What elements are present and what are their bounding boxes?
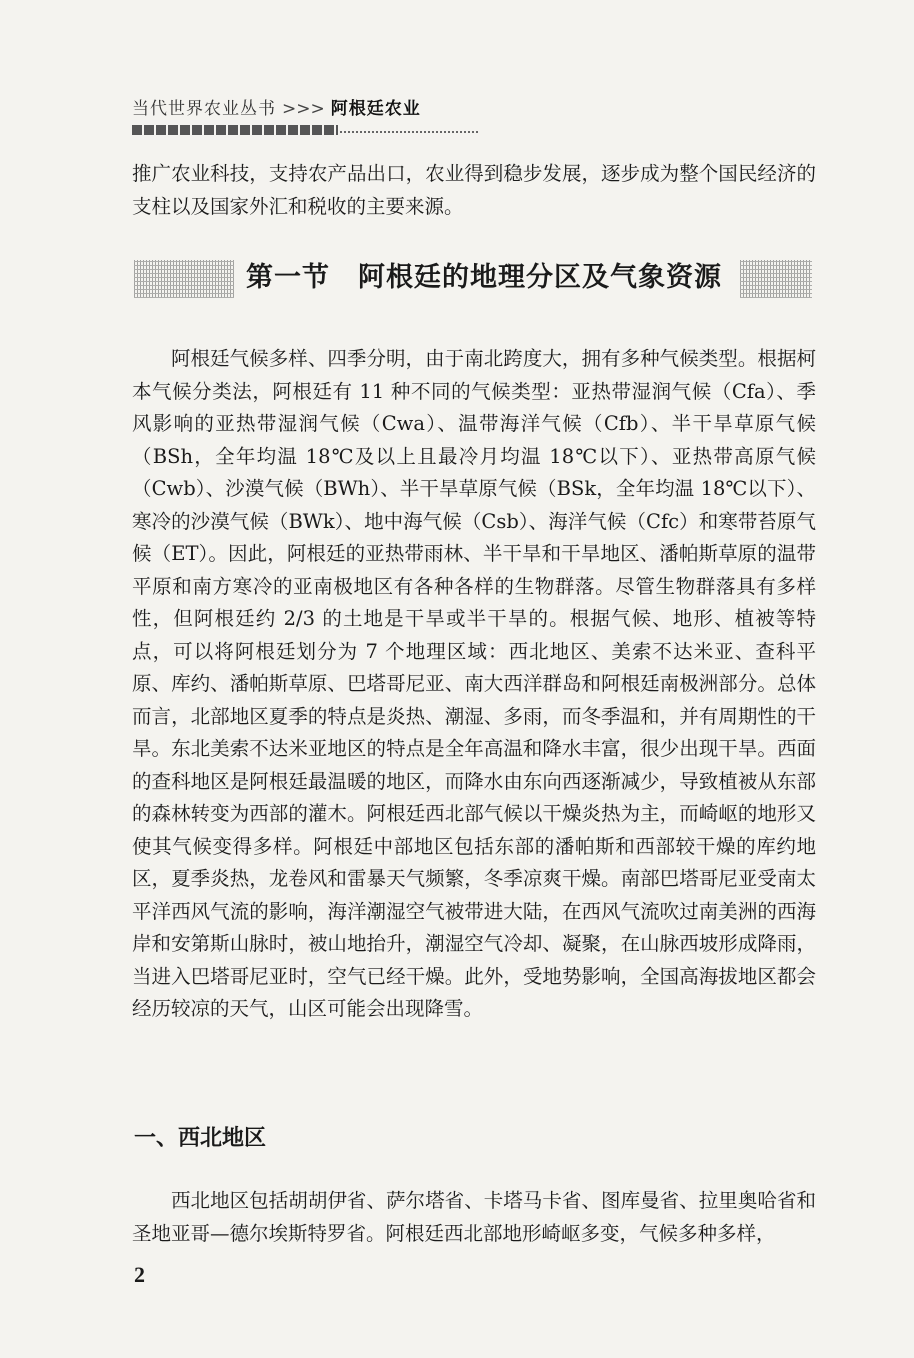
section-heading <box>246 258 722 298</box>
subsection-heading: 一、西北地区 <box>134 1126 267 1151</box>
header-dotted-rule <box>340 131 478 133</box>
header-decorative-bar <box>132 125 338 135</box>
page-number: 2 <box>134 1262 145 1287</box>
intro-paragraph: 推广农业科技，支持农产品出口，农业得到稳步发展，逐步成为整个国民经济的支柱以及国家外汇和税收的主要来源。 <box>132 162 816 218</box>
section-title: 阿根廷的地理分区及气象资源 <box>358 262 722 293</box>
section-ornament-left <box>134 260 234 298</box>
section-ornament-right <box>740 260 812 298</box>
series-title: 当代世界农业丛书 <box>132 99 276 119</box>
book-title: 阿根廷农业 <box>330 99 421 119</box>
section-number: 第一节 <box>246 262 330 293</box>
running-header <box>132 98 512 120</box>
header-separator: >>> <box>282 99 325 119</box>
sub-paragraph: 西北地区包括胡胡伊省、萨尔塔省、卡塔马卡省、图库曼省、拉里奥哈省和圣地亚哥—德尔埃斯特罗省。阿根廷西北部地形崎岖多变，气候多种多样， <box>132 1189 816 1245</box>
main-paragraph: 阿根廷气候多样、四季分明，由于南北跨度大，拥有多种气候类型。根据柯本气候分类法，阿根廷有 11 种不同的气候类型：亚热带湿润气候（Cfa）、季风影响的亚热带湿润气候（Cwa）、温带海洋气候（Cfb）、半干旱草原气候（BSh，全年均温 18℃及以上且最冷月均温 18℃以下）、亚热带高原气候（Cwb）、沙漠气候（BWh）、半干旱草原气候（BSk，全年均温 18℃以下）、寒冷的沙漠气候（BWk）、地中海气候（Csb）、海洋气候（Cfc）和寒带苔原气候（ET）。因此，阿根廷的亚热带雨林、半干旱和干旱地区、潘帕斯草原的温带平原和南方寒冷的亚南极地区有各种各样的生物群落。尽管生物群落具有多样性，但阿根廷约 2/3 的土地是干旱或半干旱的。根据气候、地形、植被等特点，可以将阿根廷划分为 7 个地理区域：西北地区、美索不达米亚、查科平原、库约、潘帕斯草原、巴塔哥尼亚、南大西洋群岛和阿根廷南极洲部分。总体而言，北部地区夏季的特点是炎热、潮湿、多雨，而冬季温和，并有周期性的干旱。东北美索不达米亚地区的特点是全年高温和降水丰富，很少出现干旱。西面的查科地区是阿根廷最温暖的地区，而降水由东向西逐渐减少，导致植被从东部的森林转变为西部的灌木。阿根廷西北部气候以干燥炎热为主，而崎岖的地形又使其气候变得多样。阿根廷中部地区包括东部的潘帕斯和西部较干燥的库约地区，夏季炎热，龙卷风和雷暴天气频繁，冬季凉爽干燥。南部巴塔哥尼亚受南太平洋西风气流的影响，海洋潮湿空气被带进大陆，在西风气流吹过南美洲的西海岸和安第斯山脉时，被山地抬升，潮湿空气冷却、凝聚，在山脉西坡形成降雨，当进入巴塔哥尼亚时，空气已经干燥。此外，受地势影响，全国高海拔地区都会经历较凉的天气，山区可能会出现降雪。 <box>132 347 816 1020</box>
